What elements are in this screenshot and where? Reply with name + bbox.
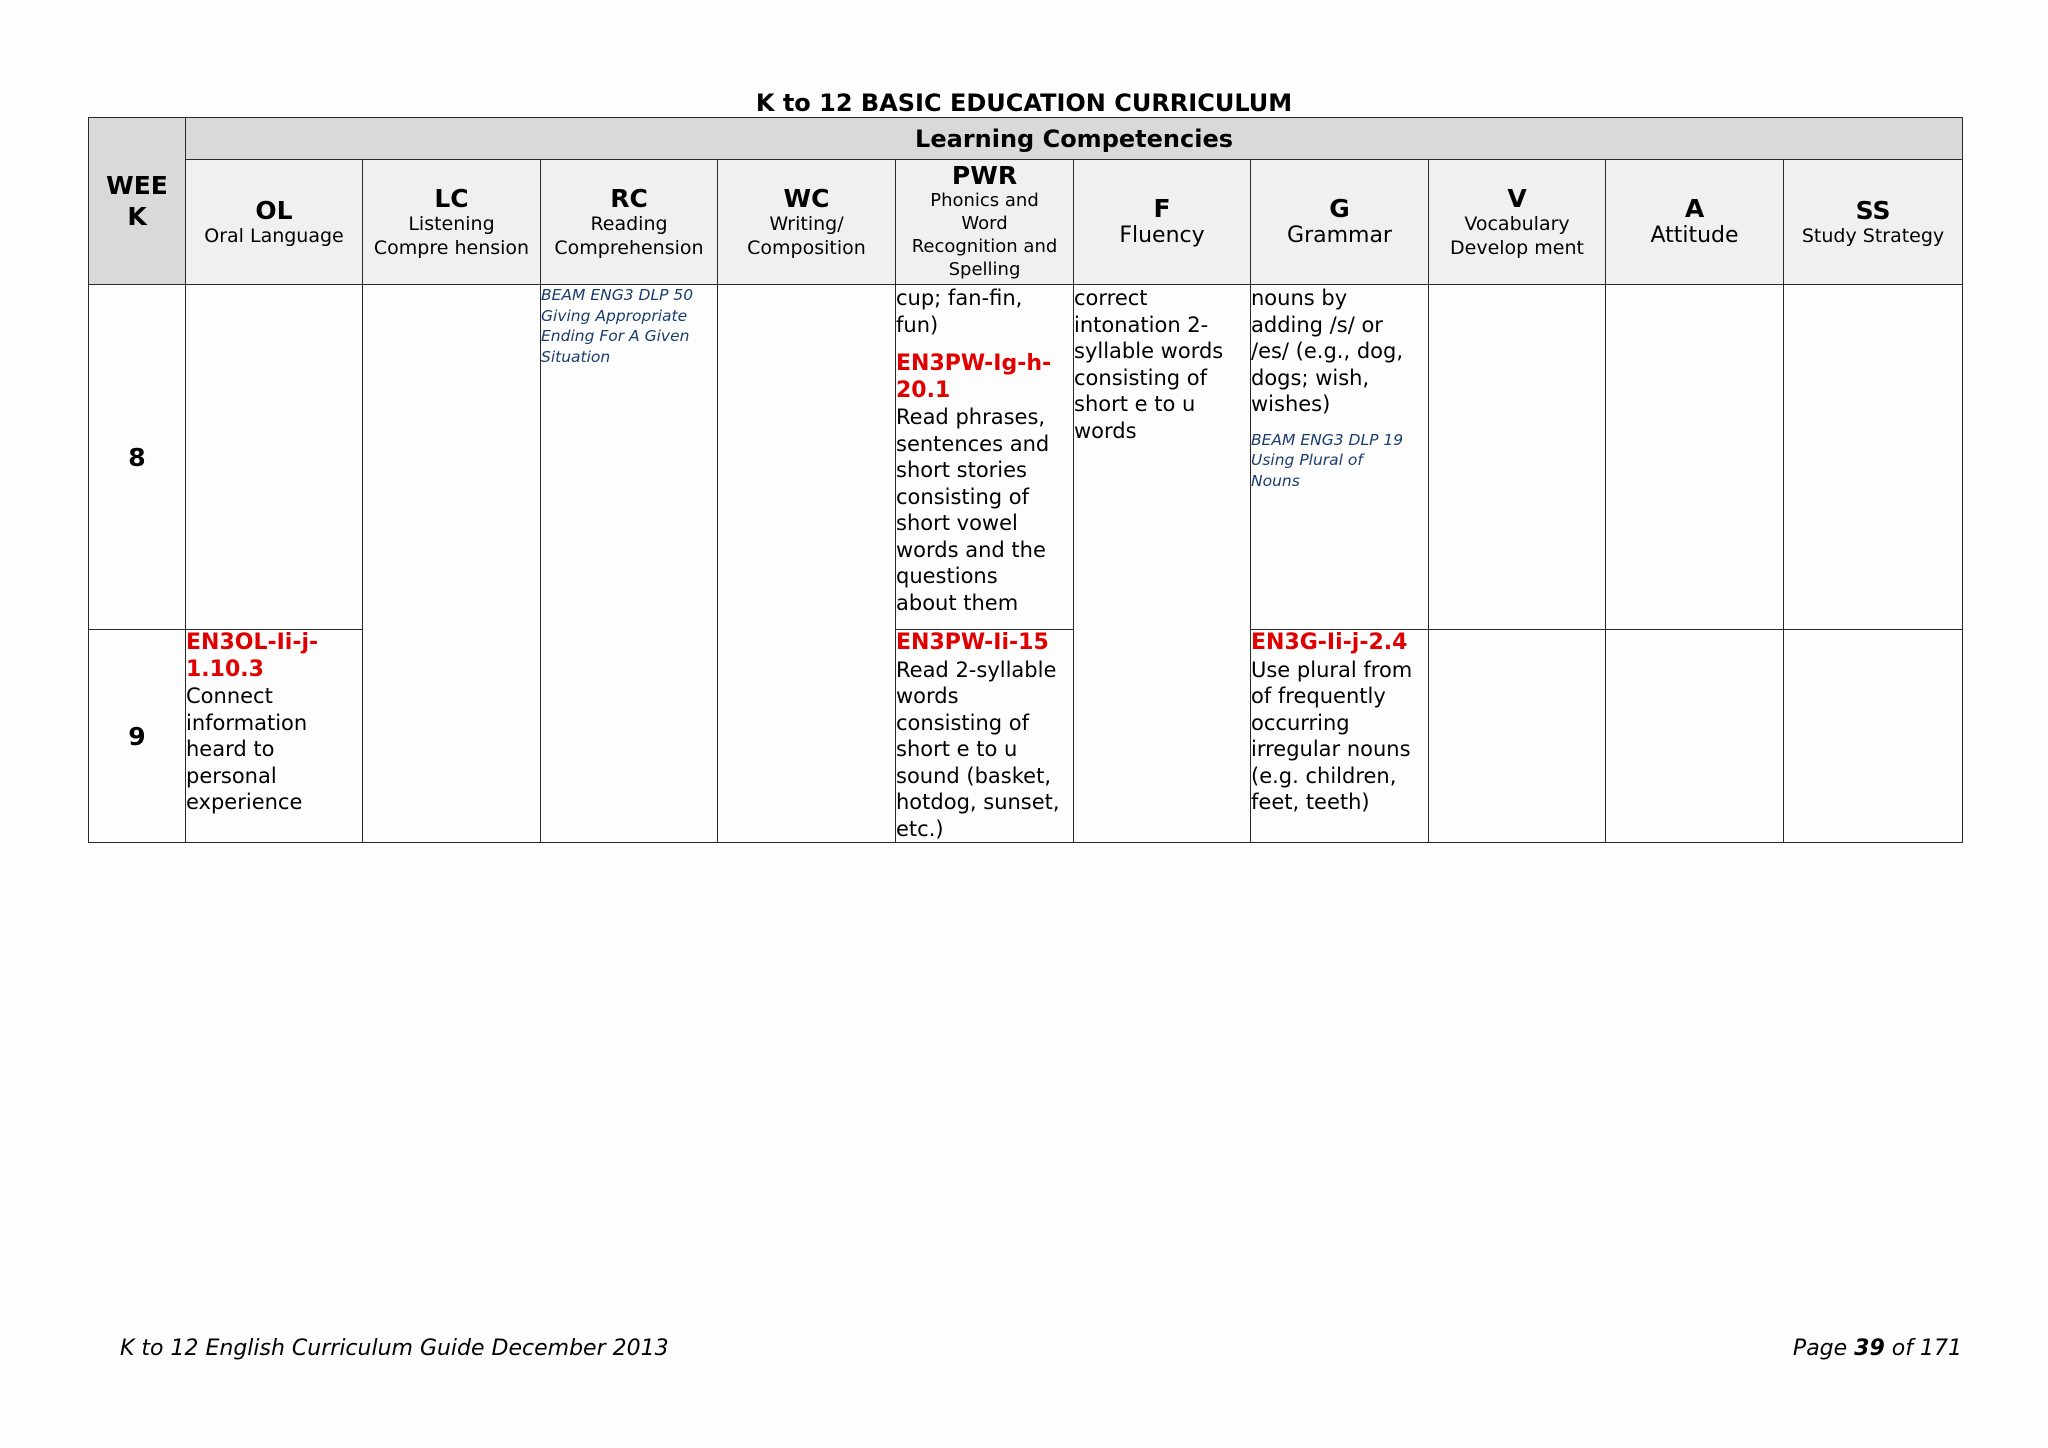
document-title: K to 12 BASIC EDUCATION CURRICULUM [755,89,1293,117]
w8-g-text-line: /es/ (e.g., dog, [1251,339,1404,363]
f-text-line: correct [1074,286,1148,310]
cell-lc-merged [363,285,541,843]
column-code-wc: WC [783,183,830,213]
f-text-line: intonation 2- [1074,312,1209,337]
w9-ol-text-line: heard to [186,737,275,761]
column-code-a: A [1684,194,1705,223]
w9-pwr-text-line: short e to u [896,737,1018,761]
column-header-wc [718,160,896,285]
column-label-rc-1: Reading [590,212,668,235]
column-header-lc [363,160,541,285]
column-header-pwr [896,160,1074,285]
column-label-a: Attitude [1650,223,1739,248]
w8-pwr-text-line: consisting of [896,484,1030,509]
cell-w9-pwr [896,630,1074,843]
w9-g-text-line: (e.g. children, [1251,763,1397,788]
w9-pwr-text-line: etc.) [896,816,944,841]
column-label-lc-2: Compre hension [373,236,530,259]
spacer [1251,418,1428,430]
w9-ol-text-line: information [186,710,308,735]
rc-resource-line-4: Situation [541,347,611,366]
w9-ol-code-line: EN3OL-Ii-j- [186,630,319,655]
column-code-g: G [1329,194,1350,223]
w9-ol-text-line: Connect [186,684,273,708]
column-label-rc-2: Comprehension [554,236,704,259]
w9-pwr-text-line: sound (basket, [896,763,1051,788]
week-header-line1: WEE [106,171,168,200]
week-number-8: 8 [89,285,186,630]
rc-resource-line-3: Ending For A Given [541,327,690,345]
w9-ol-text-line: experience [186,790,303,814]
w9-ol-code-line: 1.10.3 [186,656,264,682]
cell-w8-ss [1784,285,1963,630]
w8-pwr-code-line: EN3PW-Ig-h- [896,351,1052,376]
w9-ol-text-line: personal [186,763,277,788]
w9-g-text-line: feet, teeth) [1251,790,1370,814]
w9-pwr-text-line: consisting of [896,710,1030,735]
f-text-line: syllable words [1074,339,1224,363]
column-header-ol [186,160,363,285]
cell-w8-g [1251,285,1429,630]
column-label-pwr-4: Spelling [948,259,1021,280]
column-header-f [1074,160,1251,285]
footer-page-current: 39 [1854,1336,1885,1361]
header-row-columns [89,160,1963,285]
w8-pwr-text-line: short stories [896,458,1027,482]
column-header-a [1606,160,1784,285]
w8-g-resource-line: BEAM ENG3 DLP 19 [1251,430,1404,449]
footer-page-prefix: Page [1792,1336,1848,1361]
w9-g-text-line: of frequently [1251,684,1386,708]
cell-w9-v [1429,630,1606,843]
w9-pwr-text-line: words [896,684,959,708]
w8-g-text-line: dogs; wish, [1251,365,1370,390]
column-label-lc-1: Listening [408,212,495,235]
cell-w8-pwr [896,285,1074,630]
w8-pwr-text-line: cup; fan-fin, [896,286,1023,310]
column-code-f: F [1153,194,1171,223]
cell-w9-g [1251,630,1429,843]
column-label-wc-2: Composition [747,236,866,259]
w9-g-text-line: Use plural from [1251,657,1413,682]
cell-w8-v [1429,285,1606,630]
column-code-pwr: PWR [951,161,1018,190]
w8-g-text-line: wishes) [1251,392,1331,416]
column-label-wc-1: Writing/ [769,212,844,235]
rc-resource-line-2: Giving Appropriate [541,306,688,325]
footer-page-number [1793,1335,1962,1363]
cell-w9-ss [1784,630,1963,843]
column-label-f: Fluency [1119,223,1205,248]
w9-pwr-text-line: hotdog, sunset, [896,790,1060,814]
w8-g-text-line: adding /s/ or [1251,312,1383,337]
curriculum-table [88,117,1963,843]
header-row-group [89,118,1963,160]
column-label-v-2: Develop ment [1450,236,1584,259]
week-column-header [89,118,186,285]
w8-pwr-text-line: Read phrases, [896,405,1046,429]
learning-competencies-header: Learning Competencies [186,118,1963,160]
footer-guide-title: K to 12 English Curriculum Guide December 2013 [120,1336,669,1361]
w9-pwr-text-line: Read 2-syllable [896,657,1057,682]
column-code-rc: RC [610,183,648,213]
column-label-pwr-1: Phonics and [930,190,1039,211]
w8-pwr-code-line: 20.1 [896,377,951,403]
w8-g-resource-line: Using Plural of [1251,451,1363,469]
column-code-lc: LC [434,183,469,213]
cell-rc-merged [541,285,718,843]
column-header-v [1429,160,1606,285]
column-code-ol: OL [255,195,293,225]
cell-w8-a [1606,285,1784,630]
week-header-line2: K [127,202,147,231]
column-label-ol: Oral Language [204,224,344,247]
column-label-v-1: Vocabulary [1464,212,1570,235]
f-text-line: words [1074,418,1137,443]
column-code-ss: SS [1855,195,1891,225]
week-number-9: 9 [89,630,186,843]
column-label-ss: Study Strategy [1801,224,1945,247]
w9-g-code: EN3G-Ii-j-2.4 [1251,630,1408,655]
cell-f-merged [1074,285,1251,843]
cell-w8-ol [186,285,363,630]
cell-w9-a [1606,630,1784,843]
column-header-g [1251,160,1429,285]
column-header-rc [541,160,718,285]
column-label-pwr-3: Recognition and [911,236,1058,257]
w8-pwr-text-line: fun) [896,312,939,337]
w8-g-resource-line: Nouns [1251,471,1300,490]
w9-g-text-line: occurring [1251,710,1350,735]
w8-g-text-line: nouns by [1251,286,1348,310]
w9-pwr-code: EN3PW-Ii-15 [896,630,1049,655]
w8-pwr-text-line: words and the [896,537,1046,562]
column-header-ss [1784,160,1963,285]
rc-resource-line-1: BEAM ENG3 DLP 50 [541,286,694,304]
column-label-pwr-2: Word [961,213,1008,234]
cell-w9-ol [186,630,363,843]
column-code-v: V [1507,183,1527,213]
w8-pwr-text-line: sentences and [896,431,1050,456]
w8-pwr-text-line: about them [896,590,1019,615]
w8-pwr-text-line: short vowel [896,511,1018,535]
table-row-week-8 [89,285,1963,630]
w8-pwr-text-line: questions [896,564,998,588]
cell-wc-merged [718,285,896,843]
f-text-line: short e to u [1074,392,1196,416]
column-label-g: Grammar [1287,223,1392,248]
spacer [896,338,1073,351]
w9-g-text-line: irregular nouns [1251,737,1411,761]
footer-page-total: of 171 [1891,1336,1962,1361]
f-text-line: consisting of [1074,365,1208,390]
